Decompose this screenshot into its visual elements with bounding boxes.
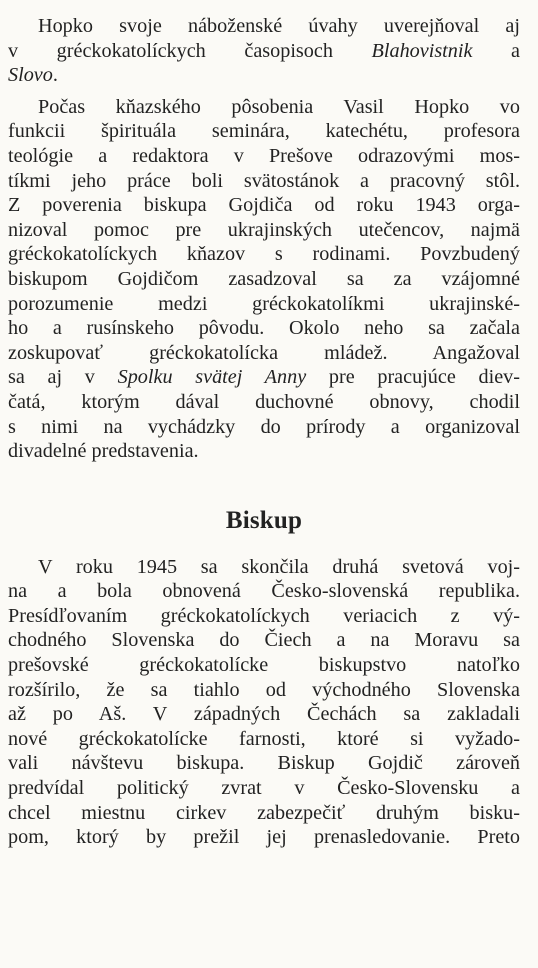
text-line: funkcii špirituála seminára, katechétu, profesora [8, 120, 520, 143]
paragraph-2 [8, 95, 520, 464]
section-heading: Biskup [225, 506, 303, 534]
text-line: Hopko svoje náboženské úvahy uverejňoval aj [38, 15, 520, 37]
text-line: Z poverenia biskupa Gojdiča od roku 1943 orga- [8, 194, 520, 217]
text-line: Slovo. [8, 64, 58, 87]
text-line: prešovské gréckokatolícke biskupstvo natoľko [8, 654, 520, 677]
text-line: V roku 1945 sa skončila druhá svetová voj- [38, 555, 520, 578]
text-line: divadelné predstavenia. [8, 440, 199, 463]
paragraph-1 [8, 14, 520, 88]
italic-title: Blahovistnik [371, 39, 473, 62]
text-line: pom, ktorý by prežil jej prenasledovanie. Preto [8, 826, 520, 849]
text-line: biskupom Gojdičom zasadzoval sa za vzájomné [8, 267, 520, 290]
text-line: rozšírilo, že sa tiahlo od východného Slovenska [8, 678, 520, 701]
text-line: ho a rusínskeho pôvodu. Okolo neho sa začala [8, 317, 520, 340]
text-line: predvídal politický zvrat v Česko-Slovensku a [8, 777, 520, 800]
text-line: až po Aš. V západných Čechách sa zakladali [8, 703, 520, 726]
text-line: zoskupovať gréckokatolícka mládež. Angažoval [8, 341, 520, 364]
text-line: teológie a redaktora v Prešove odrazovými mos- [8, 144, 520, 167]
text-line: gréckokatolíckych kňazov s rodinami. Povzbudený [8, 243, 520, 266]
text-line: na a bola obnovená Česko-slovenská republika. [8, 580, 520, 603]
text-line: nové gréckokatolícke farnosti, ktoré si vyžado- [8, 727, 520, 750]
text-line: porozumenie medzi gréckokatolíkmi ukrajinské- [8, 292, 520, 315]
italic-title: Spolku svätej Anny [117, 366, 307, 389]
text-line: Presídľovaním gréckokatolíckych veriacich z vý- [8, 604, 520, 627]
text-line: s nimi na vychádzky do prírody a organizoval [8, 415, 520, 438]
text-line: tíkmi jeho práce boli svätostánok a pracovný stôl. [8, 169, 520, 192]
text-line: chcel miestnu cirkev zabezpečiť druhým bisku- [8, 801, 520, 824]
text-line: vali návštevu biskupa. Biskup Gojdič zároveň [8, 752, 520, 775]
italic-title: Slovo [8, 64, 53, 87]
text-line: nizoval pomoc pre ukrajinských utečencov, najmä [8, 218, 520, 241]
text-line: Počas kňazského pôsobenia Vasil Hopko vo [38, 95, 520, 118]
text-line: čatá, ktorým dával duchovné obnovy, chodil [8, 390, 520, 413]
paragraph-3 [8, 555, 520, 850]
text-line: sa aj v Spolku svätej Anny pre pracujúce diev- [8, 366, 520, 389]
text-line: v gréckokatolíckych časopisoch Blahovistnik a [8, 39, 520, 62]
text-line: chodného Slovenska do Čiech a na Moravu sa [8, 629, 520, 652]
